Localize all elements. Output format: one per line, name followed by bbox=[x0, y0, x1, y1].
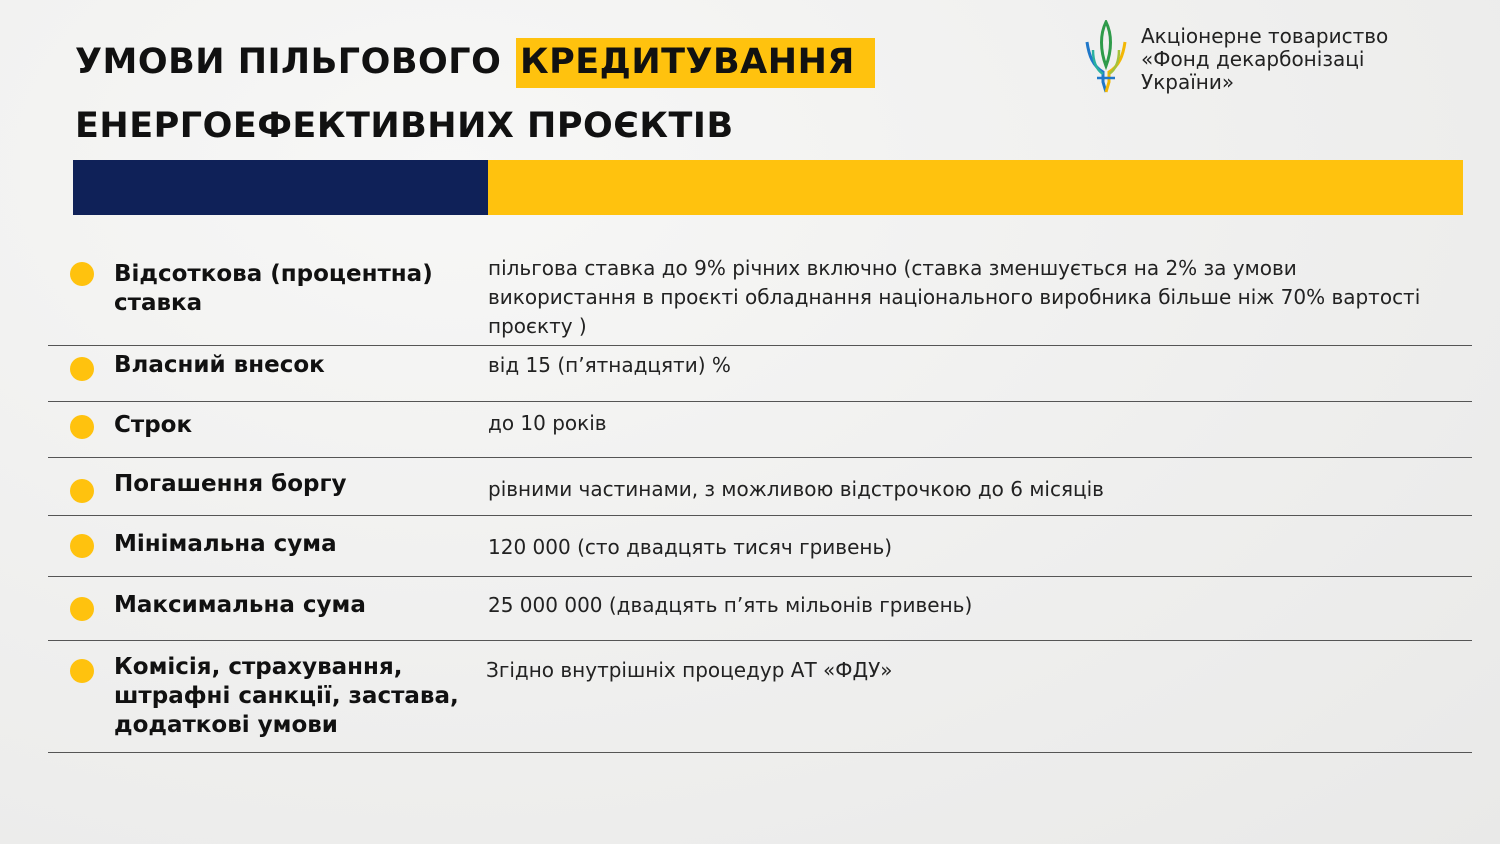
org-line-1: Акціонерне товариство bbox=[1141, 24, 1389, 48]
row-label: Максимальна сума bbox=[114, 592, 366, 618]
terms-row-own-contribution bbox=[48, 346, 1472, 402]
row-value: до 10 років bbox=[488, 411, 607, 435]
terms-row-term bbox=[48, 402, 1472, 458]
org-line-3: України» bbox=[1141, 70, 1235, 94]
row-value: Згідно внутрішніх процедур АТ «ФДУ» bbox=[486, 658, 893, 682]
terms-row-commission-insurance bbox=[48, 641, 1472, 753]
terms-row-maximum-amount bbox=[48, 577, 1472, 641]
terms-row-debt-repayment bbox=[48, 458, 1472, 516]
row-label: Мінімальна сума bbox=[114, 531, 337, 557]
bullet-icon bbox=[70, 479, 94, 503]
row-value: пільгова ставка до 9% річних включно (ставка зменшується на 2% за умови використання в проєкті обладнання національного виробника більше ніж 70% вартості проєкту ) bbox=[488, 256, 1421, 338]
row-value: 120 000 (сто двадцять тисяч гривень) bbox=[488, 535, 893, 559]
row-label: Відсоткова (процентна) ставка bbox=[114, 261, 433, 316]
page-title-line-2: ЕНЕРГОЕФЕКТИВНИХ ПРОЄКТІВ bbox=[75, 106, 734, 146]
bullet-icon bbox=[70, 262, 94, 286]
decorative-band-yellow bbox=[488, 160, 1463, 215]
bullet-icon bbox=[70, 534, 94, 558]
row-label: Погашення боргу bbox=[114, 471, 347, 497]
row-label: Комісія, страхування, штрафні санкції, застава, додаткові умови bbox=[114, 654, 459, 738]
row-value: від 15 (п’ятнадцяти) % bbox=[488, 353, 731, 377]
trident-logo-icon bbox=[1083, 20, 1129, 96]
page-title-line-1 bbox=[75, 42, 875, 82]
row-label: Власний внесок bbox=[114, 352, 325, 378]
terms-row-minimum-amount bbox=[48, 516, 1472, 577]
org-line-2: «Фонд декарбонізаці bbox=[1141, 47, 1365, 71]
decorative-band-navy bbox=[73, 160, 488, 215]
row-value: рівними частинами, з можливою відстрочкою до 6 місяців bbox=[488, 477, 1104, 501]
organization-name bbox=[1141, 25, 1481, 94]
terms-row-interest-rate bbox=[48, 252, 1472, 346]
bullet-icon bbox=[70, 597, 94, 621]
title-highlight: КРЕДИТУВАННЯ bbox=[516, 38, 875, 88]
title-part-1: УМОВИ ПІЛЬГОВОГО bbox=[75, 42, 515, 82]
bullet-icon bbox=[70, 357, 94, 381]
bullet-icon bbox=[70, 415, 94, 439]
bullet-icon bbox=[70, 659, 94, 683]
row-value: 25 000 000 (двадцять п’ять мільонів гривень) bbox=[488, 593, 973, 617]
row-label: Строк bbox=[114, 412, 193, 438]
